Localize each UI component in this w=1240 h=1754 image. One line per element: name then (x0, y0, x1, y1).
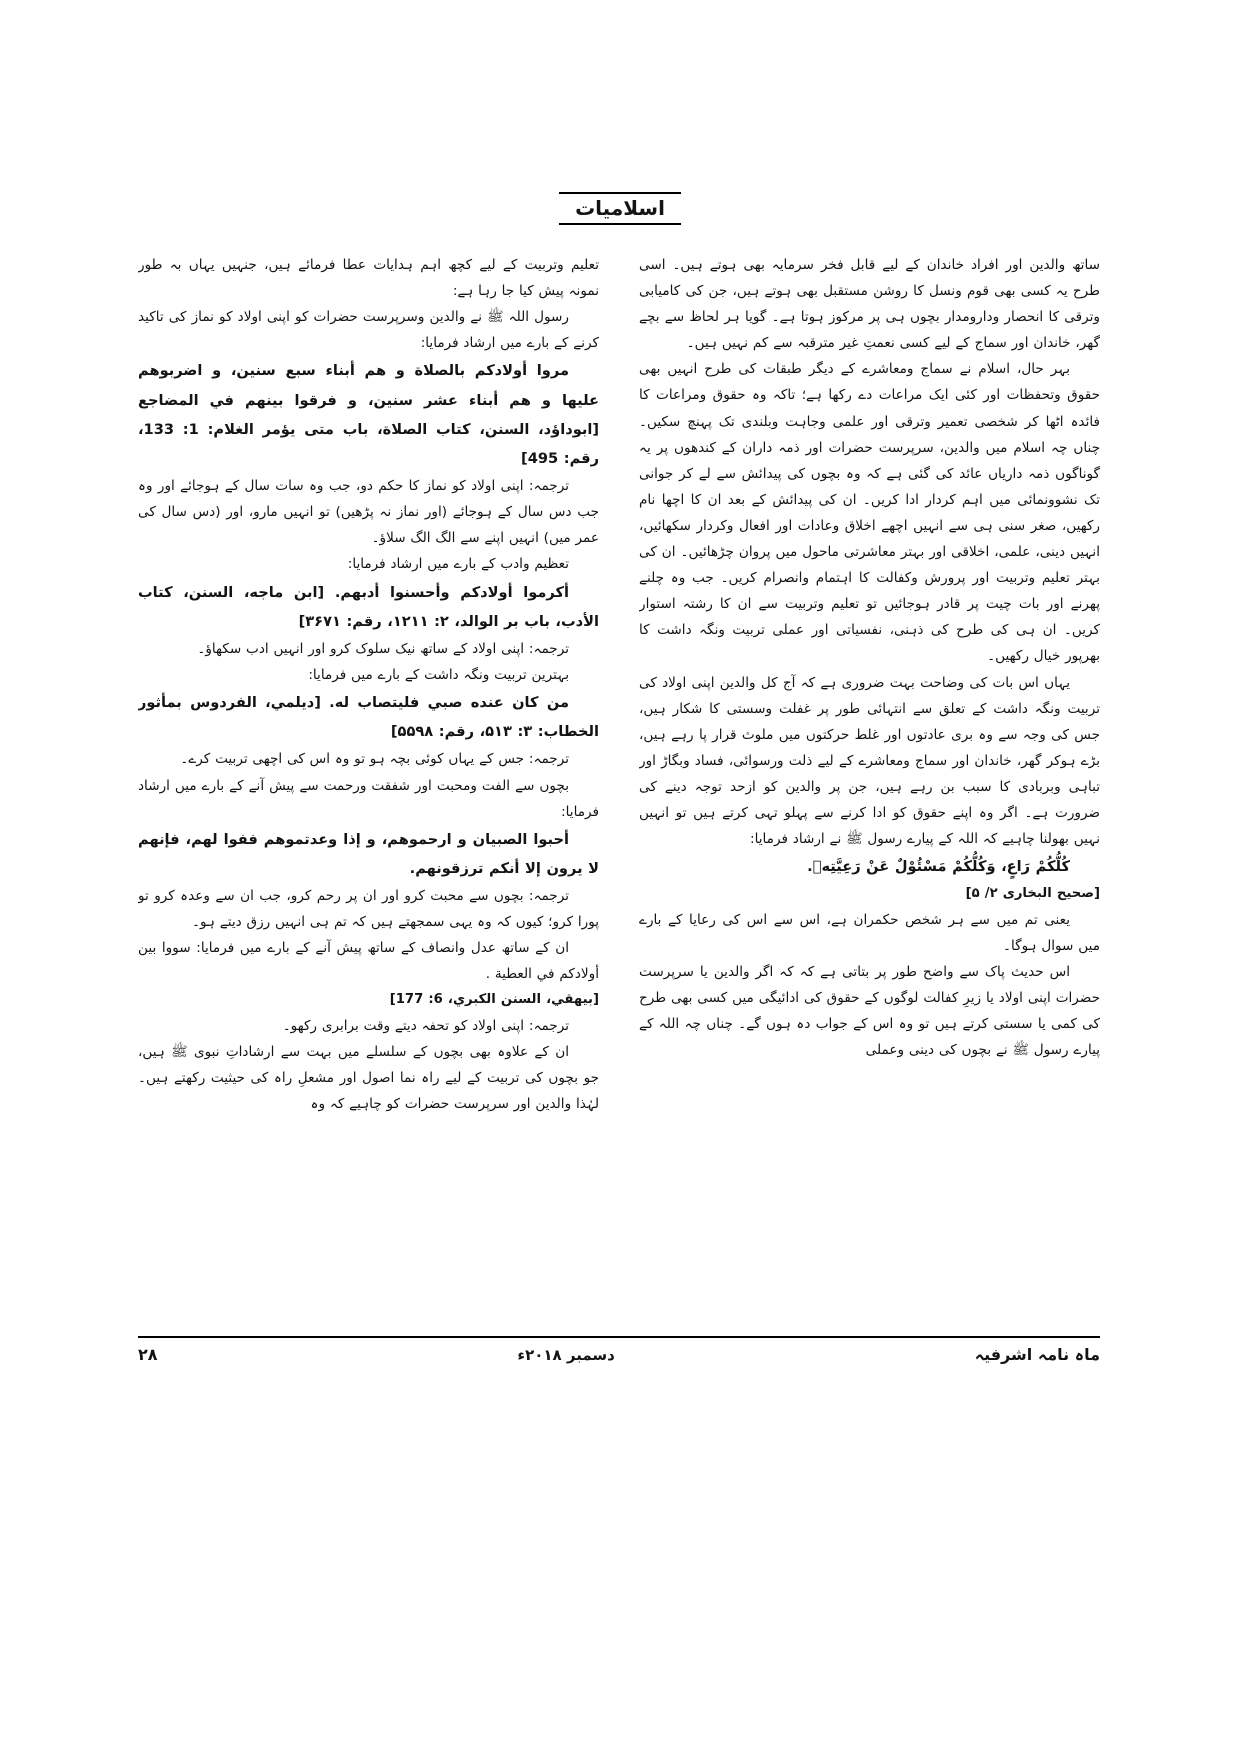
paragraph: بہترین تربیت ونگہ داشت کے بارے میں فرمایا: (308, 666, 569, 683)
page-number: ۲۸ (138, 1345, 158, 1364)
column-right (639, 252, 1100, 1330)
paragraph: رسول اللہ ﷺ نے والدین وسرپرست حضرات کو اپنی اولاد کو نماز کی تاکید کرنے کے بارے میں ارشاد فرمایا: (138, 309, 599, 352)
paragraph: ان کے ساتھ عدل وانصاف کے ساتھ پیش آنے کے بارے میں فرمایا: سووا بين أولادكم في العطية . (138, 940, 599, 983)
page-footer (138, 1336, 1100, 1364)
paragraph: یہاں اس بات کی وضاحت بہت ضروری ہے کہ آج کل والدین اپنی اولاد کی تربیت ونگہ داشت کے تعلق سے انتہائی طور پر غفلت وسستی کا شکار ہیں، جس کی وجہ سے وہ بری عادتوں اور غلط حرکتوں میں ملوث قرار پا رہے ہیں، بڑے ہوکر گھر، خاندان اور سماج ومعاشرے کے لیے ذلت ورسوائی، فساد وبگاڑ اور تباہی وبربادی کا سبب بن رہے ہیں، جن پر والدین کو ازحد توجہ دینے کی ضرورت ہے۔ اگر وہ اپنے حقوق کو ادا کرنے سے پہلو تہی کرتے ہیں تو انہیں نہیں بھولنا چاہیے کہ اللہ کے پیارے رسول ﷺ نے ارشاد فرمایا: (639, 674, 1100, 848)
arabic-quote: من كان عنده صبي فليتصاب له. [دیلمي، الفردوس بمأثور الخطاب: ۳: ۵۱۳، رقم: ۵۵۹۸] (138, 694, 599, 741)
arabic-quote: كُلُّكُمْ رَاعٍ، وَكُلُّكُمْ مَسْئُوْلٌ عَنْ رَعِيَّتِهٖ. (807, 858, 1070, 876)
translation-paragraph: ترجمہ: بچوں سے محبت کرو اور ان پر رحم کرو، جب ان سے وعدہ کرو تو پورا کرو؛ کیوں کہ وہ یہی سمجھتے ہیں کہ تم ہی انہیں رزق دیتے ہو۔ (138, 888, 599, 931)
paragraph: تعظیم وادب کے بارے میں ارشاد فرمایا: (347, 556, 569, 573)
issue-date: دسمبر ۲۰۱۸ء (517, 1346, 615, 1364)
translation-paragraph: ترجمہ: جس کے یہاں کوئی بچہ ہو تو وہ اس کی اچھی تربیت کرے۔ (180, 751, 569, 768)
paragraph: ساتھ والدین اور افراد خاندان کے لیے قابل فخر سرمایہ بھی ہوتے ہیں۔ اسی طرح یہ کسی بھی قوم ونسل کا روشن مستقبل بھی ہوتے ہیں، جن کی کامیابی وترقی کا انحصار ودارومدار بچوں ہی پر مرکوز ہوتا ہے۔ گویا ہر لحاظ سے بچے گھر، خاندان اور سماج کے لیے کسی نعمتِ غیر مترقبہ سے کم نہیں ہیں۔ (639, 257, 1100, 352)
paragraph: تعلیم وتربیت کے لیے کچھ اہم ہدایات عطا فرمائے ہیں، جنہیں یہاں بہ طور نمونہ پیش کیا جا رہا ہے: (138, 257, 599, 300)
citation: [صحیح البخاری ۲/ ۵] (965, 886, 1100, 902)
section-header (0, 192, 1240, 225)
translation-paragraph: ترجمہ: اپنی اولاد کے ساتھ نیک سلوک کرو اور انہیں ادب سکھاؤ۔ (197, 640, 569, 657)
column-left (138, 252, 599, 1330)
arabic-quote: أكرموا أولادكم وأحسنوا أدبهم. [ابن ماجه، السنن، كتاب الأدب، باب بر الوالد، ۲: ۱۲۱۱، رقم: ۳۶۷۱] (138, 583, 599, 630)
translation-paragraph: یعنی تم میں سے ہر شخص حکمران ہے، اس سے اس کی رعایا کے بارے میں سوال ہوگا۔ (639, 911, 1100, 954)
paragraph: بہر حال، اسلام نے سماج ومعاشرے کے دیگر طبقات کی طرح انہیں بھی حقوق وتحفظات اور کئی ایک مراعات دے رکھا ہے؛ تاکہ وہ حقوق ومراعات کا فائدہ اٹھا کر شخصی تعمیر وترقی اور علمی وجاہت وبلندی تک پہنچ سکیں۔ چناں چہ اسلام میں والدین، سرپرست حضرات اور ذمہ داران کے کندھوں پر یہ گوناگوں ذمہ داریاں عائد کی گئی ہے کہ وہ بچوں کی پیدائش سے لے کر جوانی تک نشوونمائی میں اہم کردار ادا کریں۔ ان کی پیدائش کے بعد ان کا اچھا نام رکھیں، صغر سنی ہی سے انہیں اچھے اخلاق وعادات اور افعال وکردار سکھائیں، انہیں دینی، علمی، اخلاقی اور بہتر معاشرتی ماحول میں پروان چڑھائیں۔ ان کی بہتر تعلیم وتربیت اور پرورش وکفالت کا اہتمام وانصرام کریں۔ جب وہ چلنے پھرنے اور بات چیت پر قادر ہوجائیں تو تعلیم وتربیت سے ان کا رشتہ استوار کریں۔ ان ہی کی طرح کی ذہنی، نفسیاتی اور عملی تربیت ونگہ داشت کا بھرپور خیال رکھیں۔ (639, 361, 1100, 665)
arabic-quote: مروا أولادكم بالصلاة و هم أبناء سبع سنين، و اضربوهم عليها و هم أبناء عشر سنين، و فرقوا بينهم في المضاجع [ابوداؤد، السنن، كتاب الصلاة، باب متى يؤمر الغلام: 1: 133، رقم: 495] (138, 362, 599, 467)
magazine-name: ماہ نامہ اشرفیہ (974, 1345, 1100, 1364)
article-body (138, 252, 1100, 1330)
citation: [بيهقي، السنن الكبري، 6: 177] (389, 992, 599, 1008)
paragraph: اس حدیث پاک سے واضح طور پر بتاتی ہے کہ کہ اگر والدین یا سرپرست حضرات اپنی اولاد یا زیرِ کفالت لوگوں کے حقوق کی ادائیگی میں کسی بھی طرح کی کمی یا سستی کرتے ہیں تو وہ اس کے جواب دہ ہوں گے۔ چناں چہ اللہ کے پیارے رسول ﷺ نے بچوں کی دینی وعملی (639, 963, 1100, 1059)
arabic-quote: أحبوا الصبيان و ارحموهم، و إذا وعدتموهم ففوا لهم، فإنهم لا يرون إلا أنكم ترزقونهم. (138, 830, 599, 877)
translation-paragraph: ترجمہ: اپنی اولاد کو تحفہ دیتے وقت برابری رکھو۔ (282, 1017, 569, 1034)
translation-paragraph: ترجمہ: اپنی اولاد کو نماز کا حکم دو، جب وہ سات سال کے ہوجائے اور وہ جب دس سال کے ہوجائے (اور نماز نہ پڑھیں) تو انہیں مارو، اور (دس سال کی عمر میں) انہیں اپنے سے الگ الگ سلاؤ۔ (138, 478, 599, 547)
paragraph: ان کے علاوہ بھی بچوں کے سلسلے میں بہت سے ارشاداتِ نبوی ﷺ ہیں، جو بچوں کی تربیت کے لیے راہ نما اصول اور مشعلِ راہ کی حیثیت رکھتے ہیں۔ لہٰذا والدین اور سرپرست حضرات کو چاہیے کہ وہ (138, 1043, 599, 1113)
page-title: اسلامیات (559, 192, 681, 225)
paragraph: بچوں سے الفت ومحبت اور شفقت ورحمت سے پیش آنے کے بارے میں ارشاد فرمایا: (138, 777, 599, 820)
